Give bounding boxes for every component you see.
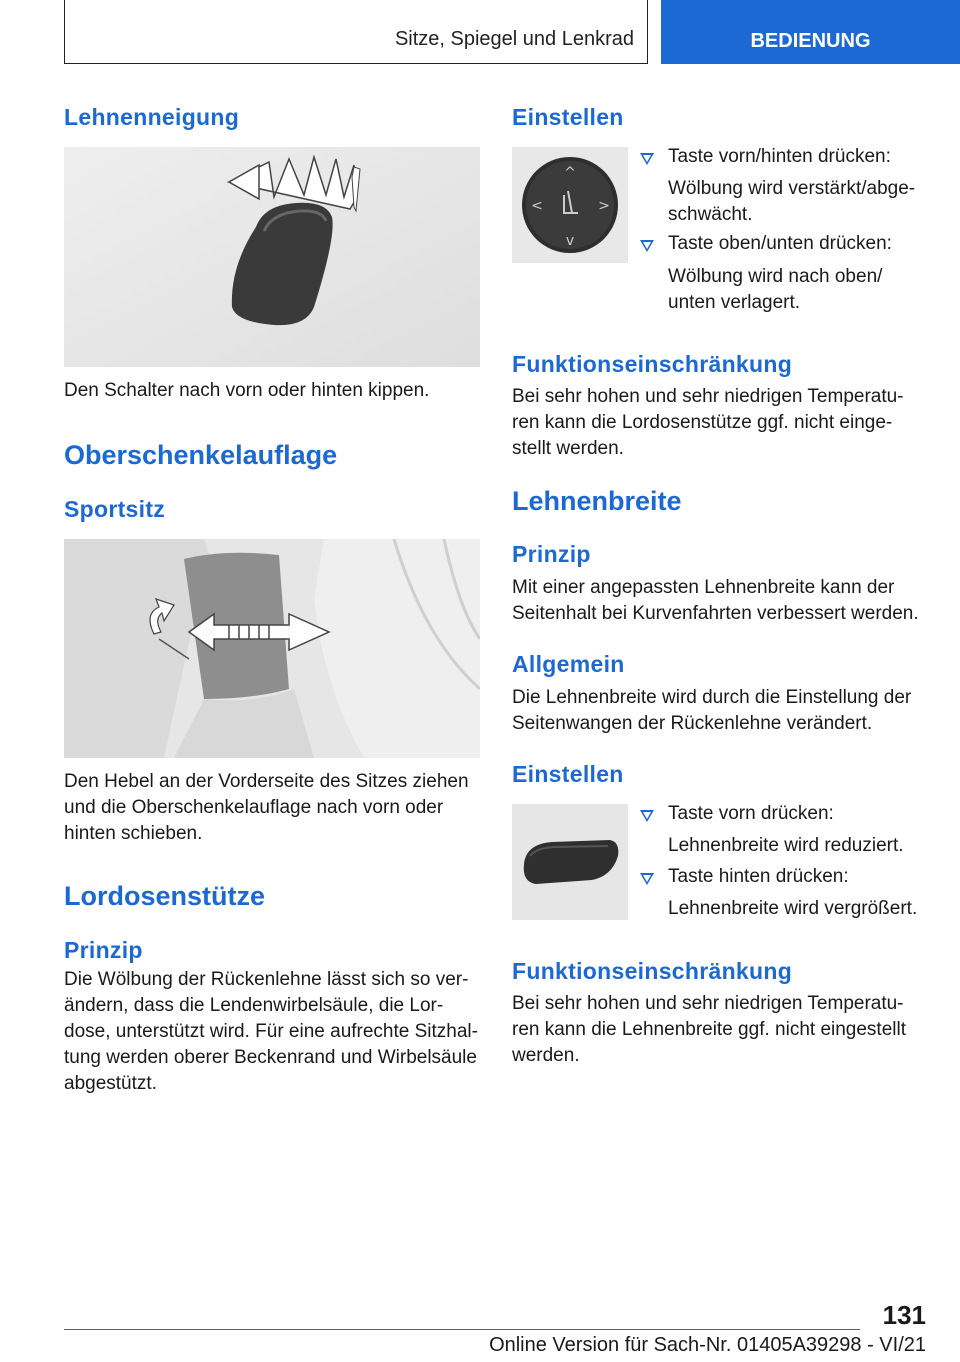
text-prinzip-2 — [512, 575, 932, 627]
heading-lehnenbreite: Lehnenbreite — [512, 486, 682, 516]
heading-einstellen-1: Einstellen — [512, 104, 624, 130]
heading-prinzip-2: Prinzip — [512, 541, 591, 567]
text-funktion-1 — [512, 384, 932, 462]
heading-funktionseinschraenkung-1: Funktionseinschränkung — [512, 351, 793, 377]
text-line: Seitenwangen der Rückenlehne verändert. — [512, 713, 873, 734]
text-line: Die Wölbung der Rückenlehne lässt sich so ver‐ — [64, 969, 469, 990]
bullet-triangle-icon — [640, 873, 654, 885]
bullet-detail — [668, 176, 915, 228]
text-line: hinten schieben. — [64, 823, 203, 844]
text-line: schwächt. — [668, 204, 753, 225]
heading-sportsitz: Sportsitz — [64, 496, 166, 522]
text-line: ändern, dass die Lendenwirbelsäule, die Lor‐ — [64, 995, 444, 1016]
image-backrest-switch — [64, 147, 480, 367]
svg-text:<: < — [531, 198, 543, 214]
text-funktion-2 — [512, 991, 932, 1069]
text-lehnenneigung: Den Schalter nach vorn oder hinten kippen. — [64, 380, 430, 401]
text-line: Wölbung wird nach oben/ — [668, 266, 883, 287]
text-allgemein — [512, 685, 932, 737]
bullet-triangle-icon — [640, 240, 654, 252]
bullet-triangle-icon — [640, 810, 654, 822]
text-line: Bei sehr hohen und sehr niedrigen Temperatu‐ — [512, 993, 904, 1014]
heading-prinzip: Prinzip — [64, 937, 143, 963]
text-line: Mit einer angepassten Lehnenbreite kann der — [512, 577, 895, 598]
text-line: Die Lehnenbreite wird durch die Einstellung der — [512, 687, 912, 708]
text-line: Seitenhalt bei Kurvenfahrten verbessert werden. — [512, 603, 919, 624]
bullet-detail — [668, 264, 882, 316]
text-line: abgestützt. — [64, 1073, 157, 1094]
heading-lehnenneigung: Lehnenneigung — [64, 104, 240, 130]
text-sportsitz — [64, 769, 480, 847]
text-line: werden. — [512, 1045, 580, 1066]
bullet-taste-vorn: Taste vorn drücken: — [668, 803, 834, 824]
text-line: ren kann die Lordosenstütze ggf. nicht einge‐ — [512, 412, 893, 433]
heading-funktionseinschraenkung-2: Funktionseinschränkung — [512, 958, 793, 984]
heading-allgemein: Allgemein — [512, 651, 625, 677]
svg-text:v: v — [565, 233, 575, 249]
footer-divider — [64, 1329, 860, 1330]
footer-online-version[interactable]: Online Version für Sach-Nr. 01405A39298 - VI/21 — [489, 1334, 926, 1356]
text-line: unten verlagert. — [668, 292, 801, 313]
page-number: 131 — [882, 1300, 926, 1330]
bullet-triangle-icon — [640, 153, 654, 165]
text-line: Bei sehr hohen und sehr niedrigen Temperatu‐ — [512, 386, 904, 407]
image-width-button — [512, 804, 628, 920]
text-prinzip — [64, 967, 484, 1097]
bullet-taste-vorn-hinten: Taste vorn/hinten drücken: — [668, 146, 891, 167]
text-line: ren kann die Lehnenbreite ggf. nicht eingestellt — [512, 1019, 906, 1040]
text-line: stellt werden. — [512, 438, 624, 459]
text-line: Wölbung wird verstärkt/abge‐ — [668, 178, 916, 199]
text-line: tung werden oberer Beckenrand und Wirbelsäule — [64, 1047, 477, 1068]
svg-text:^: ^ — [564, 165, 576, 181]
text-line: Den Hebel an der Vorderseite des Sitzes ziehen — [64, 771, 469, 792]
image-thigh-support — [64, 539, 480, 758]
heading-einstellen-2: Einstellen — [512, 761, 624, 787]
svg-text:>: > — [598, 198, 610, 214]
bullet-taste-oben-unten: Taste oben/unten drücken: — [668, 233, 892, 254]
bullet-detail: Lehnenbreite wird vergrößert. — [668, 898, 918, 919]
text-line: und die Oberschenkelauflage nach vorn oder — [64, 797, 444, 818]
header-section-title: Sitze, Spiegel und Lenkrad — [394, 28, 634, 50]
image-lumbar-controller — [512, 147, 628, 263]
text-line: dose, unterstützt wird. Für eine aufrechte Sitzhal‐ — [64, 1021, 478, 1042]
heading-lordosenstuetze: Lordosenstütze — [64, 881, 266, 911]
header-chapter-tab[interactable]: BEDIENUNG — [661, 0, 960, 64]
bullet-detail: Lehnenbreite wird reduziert. — [668, 835, 904, 856]
bullet-taste-hinten: Taste hinten drücken: — [668, 866, 849, 887]
heading-oberschenkelauflage: Oberschenkelauflage — [64, 440, 338, 470]
